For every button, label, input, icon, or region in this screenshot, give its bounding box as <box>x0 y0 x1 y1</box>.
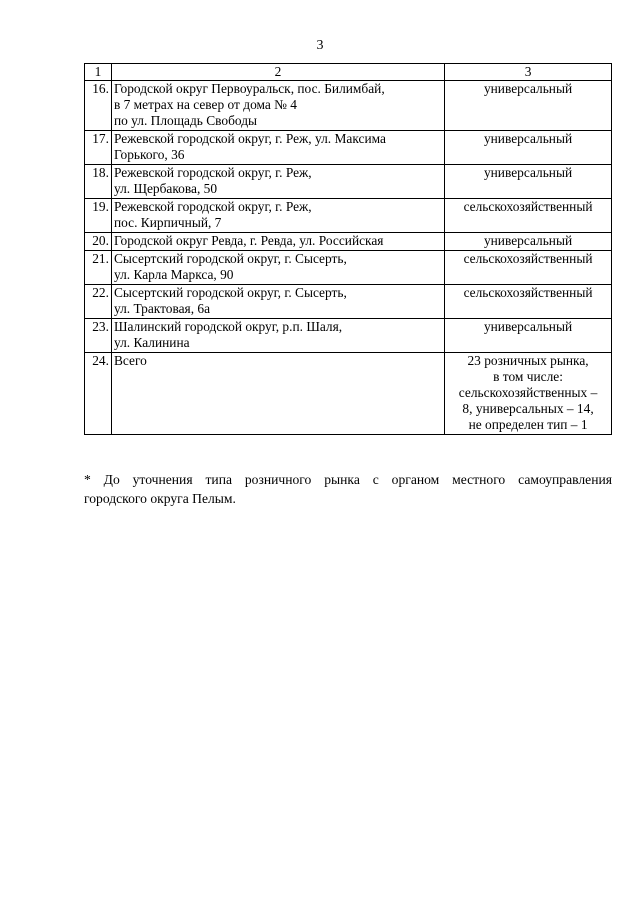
footnote <box>84 470 612 508</box>
column-header-1: 1 <box>85 64 112 81</box>
table-row <box>85 285 612 319</box>
market-type-line: универсальный <box>483 319 573 334</box>
row-number: 19. <box>85 199 112 233</box>
retail-markets-table <box>84 63 612 435</box>
table-row <box>85 233 612 251</box>
address-line: Сысертский городской округ, г. Сысерть, <box>113 251 347 266</box>
market-type-line: в том числе: <box>493 369 563 384</box>
market-type <box>445 165 612 199</box>
row-number: 18. <box>85 165 112 199</box>
market-type-line: сельскохозяйственный <box>463 285 593 300</box>
address-line: Горького, 36 <box>113 147 185 162</box>
table-row <box>85 353 612 435</box>
table-row <box>85 319 612 353</box>
table-header-row <box>85 64 612 81</box>
market-type-line: универсальный <box>483 233 573 248</box>
market-address <box>111 233 444 251</box>
row-number: 21. <box>85 251 112 285</box>
market-address <box>111 165 444 199</box>
address-line: в 7 метрах на север от дома № 4 <box>113 97 297 112</box>
table-row <box>85 251 612 285</box>
address-line: по ул. Площадь Свободы <box>113 113 258 128</box>
market-address <box>111 199 444 233</box>
row-number: 22. <box>85 285 112 319</box>
row-number: 16. <box>85 81 112 131</box>
market-type-line: универсальный <box>483 165 573 180</box>
market-type <box>445 233 612 251</box>
row-number: 17. <box>85 131 112 165</box>
market-type <box>445 131 612 165</box>
address-line: ул. Калинина <box>113 335 190 350</box>
address-line: ул. Щербакова, 50 <box>113 181 218 196</box>
address-line: Городской округ Ревда, г. Ревда, ул. Российская <box>113 233 384 248</box>
row-number: 20. <box>85 233 112 251</box>
market-type <box>445 81 612 131</box>
market-type <box>445 353 612 435</box>
market-type-line: сельскохозяйственных – <box>458 385 598 400</box>
address-line: Всего <box>113 353 147 368</box>
market-type-line: сельскохозяйственный <box>463 251 593 266</box>
footnote-line-1: * До уточнения типа розничного рынка с органом местного самоуправления <box>84 472 612 487</box>
market-type-line: сельскохозяйственный <box>463 199 593 214</box>
footnote-line-2: городского округа Пелым. <box>84 491 236 506</box>
table-row <box>85 131 612 165</box>
row-number: 24. <box>85 353 112 435</box>
address-line: Режевской городской округ, г. Реж, <box>113 199 312 214</box>
market-type-line: не определен тип – 1 <box>468 417 588 432</box>
market-address <box>111 81 444 131</box>
address-line: Режевской городской округ, г. Реж, ул. Максима <box>113 131 386 146</box>
market-address <box>111 251 444 285</box>
table-row <box>85 165 612 199</box>
address-line: Сысертский городской округ, г. Сысерть, <box>113 285 347 300</box>
address-line: Городской округ Первоуральск, пос. Билимбай, <box>113 81 385 96</box>
market-address <box>111 319 444 353</box>
market-type-line: 8, универсальных – 14, <box>462 401 594 416</box>
market-address <box>111 131 444 165</box>
market-type <box>445 285 612 319</box>
market-type <box>445 199 612 233</box>
address-line: Шалинский городской округ, р.п. Шаля, <box>113 319 343 334</box>
market-type-line: универсальный <box>483 81 573 96</box>
address-line: ул. Карла Маркса, 90 <box>113 267 234 282</box>
table-row <box>85 199 612 233</box>
page-number: 3 <box>316 38 324 53</box>
column-header-3: 3 <box>445 64 612 81</box>
row-number: 23. <box>85 319 112 353</box>
market-address <box>111 353 444 435</box>
market-type <box>445 319 612 353</box>
market-type-line: 23 розничных рынка, <box>467 353 589 368</box>
market-type <box>445 251 612 285</box>
table-row <box>85 81 612 131</box>
address-line: пос. Кирпичный, 7 <box>113 215 222 230</box>
market-address <box>111 285 444 319</box>
address-line: Режевской городской округ, г. Реж, <box>113 165 312 180</box>
address-line: ул. Трактовая, 6а <box>113 301 211 316</box>
column-header-2: 2 <box>111 64 444 81</box>
market-type-line: универсальный <box>483 131 573 146</box>
